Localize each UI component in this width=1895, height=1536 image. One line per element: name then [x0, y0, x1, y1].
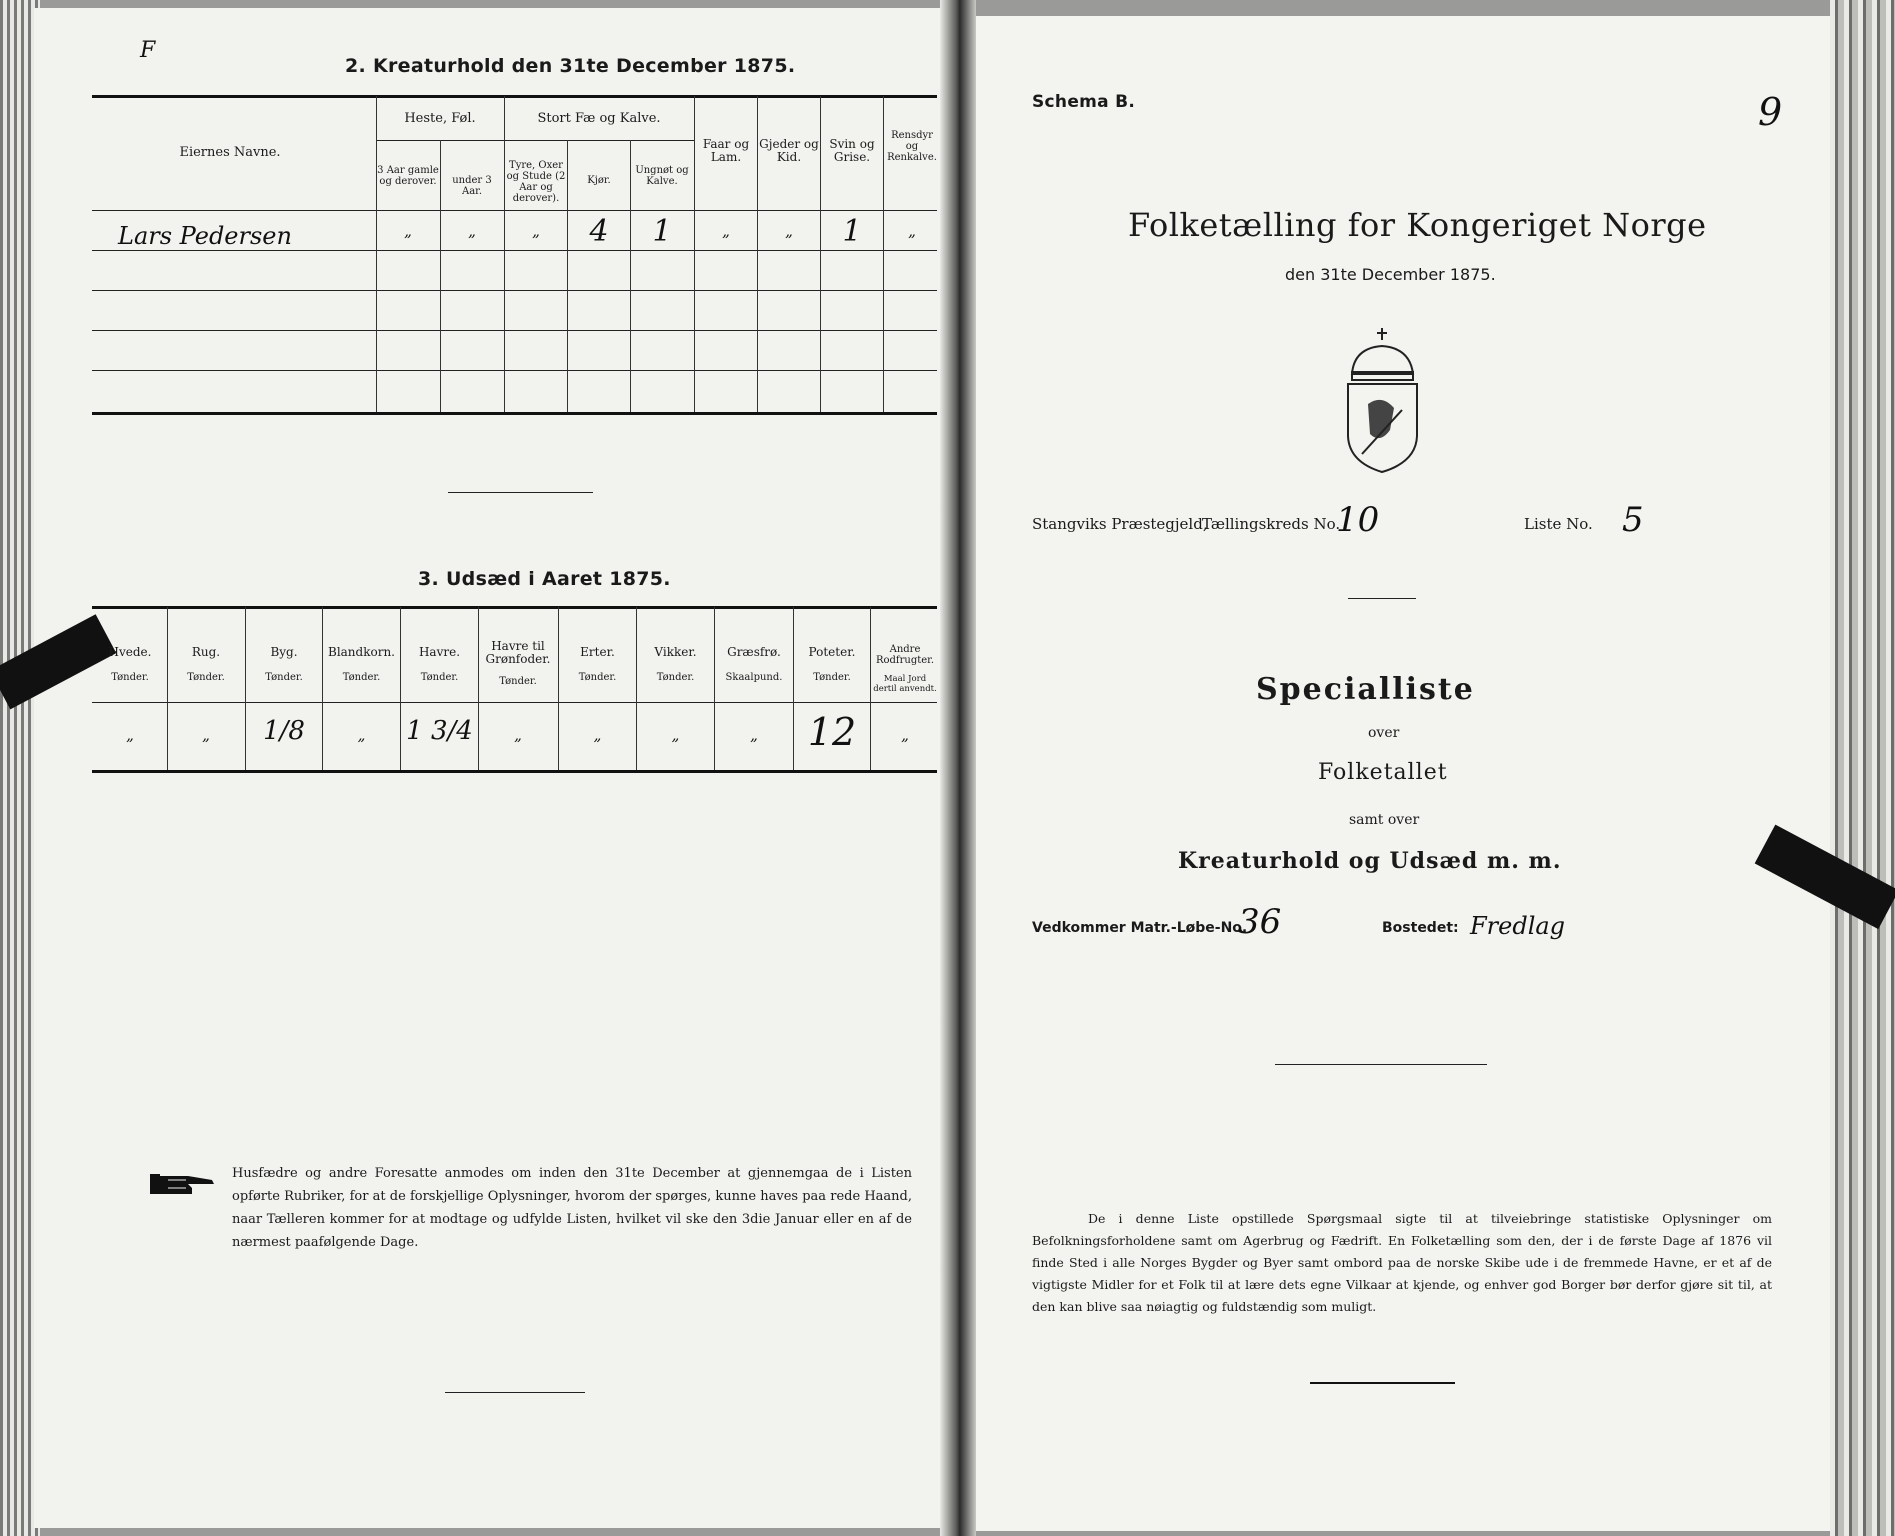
census-title: Folketælling for Kongeriget Norge: [1128, 206, 1707, 244]
col-header: Svin og Grise.: [829, 137, 875, 164]
livestock-title: 2. Kreaturhold den 31te December 1875.: [345, 55, 796, 77]
sowing-value: 12: [807, 710, 857, 754]
population-text: Folketallet: [1318, 760, 1448, 785]
sowing-col-name: Rug.: [191, 645, 221, 659]
livestock-group-rule-cattle: [504, 140, 694, 141]
livestock-row-rule-1: [92, 250, 937, 251]
notice-text: Husfædre og andre Foresatte anmodes om inden den 31te December at gjennemgaa de i Listen opførte Rubriker, for at de forskjellige Oplysninger, hvorom der spørges, kunne haves paa rede Haand, naar Tælleren kommer for at modtage og udfylde Listen, hvilket vil ske den 3die Januar eller en af de nærmest paafølgende Dage.: [232, 1166, 912, 1250]
sowing-value: „: [202, 726, 210, 744]
sowing-col-name: Poteter.: [808, 645, 856, 659]
livestock-value: „: [722, 222, 730, 240]
livestock-col-line: [504, 96, 505, 412]
sowing-col-unit: Tønder.: [499, 676, 537, 687]
sowing-col-name: Havre til Grønfoder.: [485, 639, 551, 666]
census-subtitle: den 31te December 1875.: [1285, 265, 1496, 284]
livestock-bottom-rule: [92, 412, 937, 415]
sowing-col-name: Blandkorn.: [328, 645, 395, 659]
sowing-col-name: Havre.: [418, 645, 461, 659]
sowing-col-line: [714, 607, 715, 770]
parish-label: Stangviks Præstegjeld,: [1032, 515, 1208, 533]
livestock-header-rule: [92, 210, 937, 211]
special-list-title: Specialliste: [1256, 672, 1475, 707]
sowing-col-unit: Skaalpund.: [725, 672, 783, 683]
sowing-col-line: [167, 607, 168, 770]
owner-name: Lars Pedersen: [118, 222, 292, 250]
matr-value: 36: [1238, 902, 1282, 942]
livestock-value: „: [404, 222, 412, 240]
livestock-row-rule-3: [92, 330, 937, 331]
sowing-bottom-rule: [92, 770, 937, 773]
sowing-value: „: [901, 726, 909, 744]
livestock-top-rule: [92, 95, 937, 98]
sowing-col-name: Vikker.: [654, 645, 697, 659]
sowing-col-unit: Tønder.: [111, 672, 149, 683]
livestock-row-rule-4: [92, 370, 937, 371]
livestock-sowing-text: Kreaturhold og Udsæd m. m.: [1178, 848, 1562, 874]
over-text: over: [1368, 725, 1400, 741]
col-header: Rensdyr og Renkalve.: [887, 130, 937, 163]
sowing-col-line: [478, 607, 479, 770]
col-header: 3 Aar gamle og derover.: [377, 165, 439, 187]
coat-of-arms-icon: [1340, 326, 1425, 476]
book-right-edge: [1830, 0, 1895, 1536]
bosted-label: Bostedet:: [1382, 920, 1459, 936]
col-header: Tyre, Oxer og Stude (2 Aar og derover).: [506, 160, 566, 204]
group-header-cattle: Stort Fæ og Kalve.: [537, 111, 661, 126]
sowing-value: „: [593, 726, 602, 744]
sowing-title: 3. Udsæd i Aaret 1875.: [418, 568, 671, 590]
divider: [448, 492, 593, 493]
sowing-col-name: Græsfrø.: [727, 645, 781, 659]
livestock-value: 1: [652, 214, 672, 249]
livestock-value: „: [468, 222, 476, 240]
col-header: Gjeder og Kid.: [759, 137, 819, 164]
col-header: under 3 Aar.: [452, 175, 492, 197]
divider: [445, 1392, 585, 1393]
divider: [1310, 1382, 1455, 1384]
pointing-hand-icon: [148, 1168, 220, 1200]
col-header: Kjør.: [587, 175, 611, 186]
sowing-col-name: Erter.: [580, 645, 615, 659]
divider: [1348, 598, 1416, 599]
sowing-col-unit: Tønder.: [656, 672, 695, 683]
group-header-horses: Heste, Føl.: [404, 111, 476, 126]
livestock-value: „: [908, 222, 916, 240]
sowing-col-line: [558, 607, 559, 770]
matr-label: Vedkommer Matr.-Løbe-No.: [1032, 920, 1248, 936]
sowing-col-line: [636, 607, 637, 770]
sowing-value: „: [671, 726, 680, 744]
sowing-top-rule: [92, 606, 937, 609]
sowing-col-unit: Tønder.: [813, 672, 851, 683]
sowing-value: „: [126, 726, 134, 744]
divider: [1275, 1064, 1487, 1065]
sowing-value: 1 3/4: [406, 716, 473, 746]
sowing-col-unit: Tønder.: [578, 672, 617, 683]
district-value: 10: [1336, 500, 1380, 540]
col-header: Ungnøt og Kalve.: [635, 165, 689, 187]
schema-label: Schema B.: [1032, 92, 1136, 112]
col-header: Faar og Lam.: [702, 137, 750, 164]
sowing-col-name: Byg.: [270, 645, 298, 659]
sowing-value: „: [750, 726, 758, 744]
book-spine: [940, 0, 976, 1536]
sowing-col-name: Andre Rodfrugter.: [875, 644, 935, 666]
sowing-value: „: [514, 726, 522, 744]
list-value: 5: [1622, 500, 1644, 540]
sowing-value: 1/8: [263, 716, 305, 746]
owner-header: Eiernes Navne.: [179, 145, 281, 160]
page-number: 9: [1758, 90, 1783, 134]
sowing-col-line: [322, 607, 323, 770]
sowing-col-unit: Tønder.: [420, 672, 459, 683]
livestock-value: 4: [589, 214, 609, 249]
samt-over-text: samt over: [1349, 812, 1420, 828]
sowing-col-name: Hvede.: [108, 645, 152, 659]
sowing-col-unit: Tønder.: [187, 672, 225, 683]
sowing-col-unit: Maal Jord dertil anvendt.: [873, 674, 937, 694]
livestock-row-rule-2: [92, 290, 937, 291]
district-label: Tællingskreds No.: [1202, 515, 1341, 533]
list-label: Liste No.: [1524, 515, 1593, 533]
sowing-value: „: [357, 726, 366, 744]
livestock-col-line: [376, 96, 377, 412]
bosted-value: Fredlag: [1470, 912, 1566, 940]
sowing-col-unit: Tønder.: [265, 672, 303, 683]
livestock-value: „: [785, 222, 793, 240]
livestock-value: „: [532, 222, 540, 240]
footnote-text: De i denne Liste opstillede Spørgsmaal sigte til at tilveiebringe statistiske Oplysninger om Befolkningsforholdene samt om Agerbrug og Fædrift. En Folketælling som den, der i de første Dage af 1876 vil finde Sted i alle Norges Bygder og Byer samt ombord paa de norske Skibe ude i de fremmede Havne, er et af de vigtigste Midler for et Folk til at lære dets egne Vilkaar at kjende, og enhver god Borger bør derfor gjøre sit til, at den kan blive saa nøiagtig og fuldstændig som muligt.: [1032, 1211, 1772, 1314]
sowing-col-unit: Tønder.: [342, 672, 381, 683]
livestock-value: 1: [842, 214, 862, 249]
corner-mark: F: [140, 38, 156, 63]
sowing-header-rule: [92, 702, 937, 703]
